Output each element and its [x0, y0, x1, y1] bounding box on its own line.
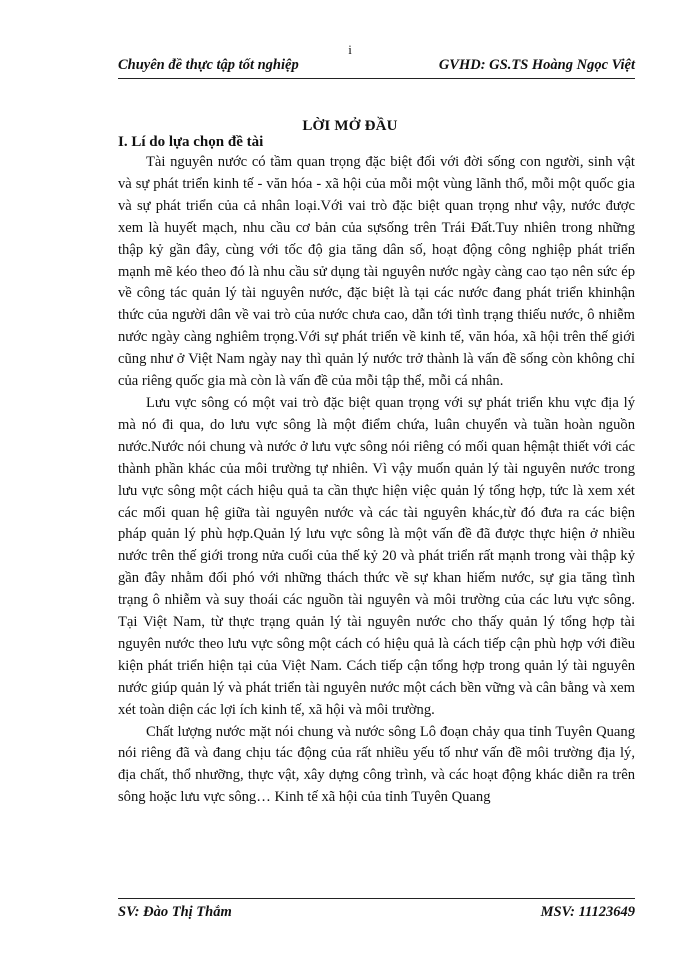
page-number: i — [348, 42, 352, 57]
paragraph-2: Lưu vực sông có một vai trò đặc biệt quan trọng với sự phát triển khu vực địa lý mà nó đi qua, do lưu vực sông là một điểm chứa, luân chuyển và tuần hoàn nguồn nước.Nước nói chung và nước ở lưu vực sông nói riêng có mối quan hệmật thiết với các thành phần khác của môi trường tự nhiên. Vì vậy muốn quản lý tài nguyên nước trong lưu vực sông một cách hiệu quả ta cần thực hiện việc quản lý tổng hợp, tức là xem xét các mối quan hệ giữa tài nguyên nước và các tài nguyên khác,từ đó đưa ra các biện pháp quản lý phù hợp.Quản lý lưu vực sông là một vấn đề đã được thực hiện ở nhiều nước trên thế giới trong nửa cuối của thế kỷ 20 và phát triển rất mạnh trong vài thập kỷ gần đây nhằm đối phó với những thách thức về sự khan hiếm nước, sự gia tăng tình trạng ô nhiễm và suy thoái các nguồn tài nguyên và môi trường của các lưu vực sông. Tại Việt Nam, từ thực trạng quản lý tài nguyên nước cho thấy quản lý tổng hợp tài nguyên nước theo lưu vực sông một cách có hiệu quả là cách tiếp cận phù hợp với điều kiện phát triển hiện tại của Việt Nam. Cách tiếp cận tổng hợp trong quản lý tài nguyên nước giúp quản lý và phát triển tài nguyên nước một cách bền vững và cân bằng và xem xét toàn diện các lợi ích kinh tế, xã hội và môi trường. — [118, 394, 635, 718]
paragraph-3: Chất lượng nước mặt nói chung và nước sông Lô đoạn chảy qua tỉnh Tuyên Quang nói riêng đã và đang chịu tác động của rất nhiều yếu tố như vấn đề môi trường địa lý, địa chất, thổ nhưỡng, thực vật, xây dựng công trình, và các hoạt động khác diễn ra trên sông hoặc lưu vực sông… Kinh tế xã hội của tỉnh Tuyên Quang — [118, 723, 635, 806]
header-document-type: Chuyên đề thực tập tốt nghiệp — [118, 57, 299, 73]
header-advisor: GVHD: GS.TS Hoàng Ngọc Việt — [438, 57, 635, 73]
paragraph-1: Tài nguyên nước có tầm quan trọng đặc biệt đối với đời sống con người, sinh vật và sự phát triển kinh tế - văn hóa - xã hội của mỗi một vùng lãnh thổ, mỗi một quốc gia và sự phát triển của cả nhân loại.Với vai trò đặc biệt quan trọng như vậy, nước được xem là huyết mạch, nhu cầu cơ bản của sựsống trên Trái Đất.Tuy nhiên trong những thập kỷ gần đây, cùng với tốc độ gia tăng dân số, hoạt động công nghiệp phát triển mạnh mẽ kéo theo đó là nhu cầu sử dụng tài nguyên nước ngày càng cao tạo nên sức ép về công tác quản lý tài nguyên nước, đặc biệt là tại các nước đang phát triển khinhận thức của người dân về vai trò của nước chưa cao, dẫn tới tình trạng thiếu nước, ô nhiễm nước ngày càng nghiêm trọng.Với sự phát triển về kinh tế, văn hóa, xã hội trên thế giới cũng như ở Việt Nam ngày nay thì quản lý nước trở thành là vấn đề sống còn không chỉ của riêng quốc gia mà còn là vấn đề của mỗi tập thể, mỗi cá nhân. — [118, 154, 635, 390]
section-heading: I. Lí do lựa chọn đề tài — [118, 134, 264, 150]
page-footer — [118, 898, 635, 923]
footer-student-name: SV: Đào Thị Thắm — [118, 904, 232, 920]
page-header — [118, 56, 635, 79]
document-body — [118, 152, 635, 809]
page-title: LỜI MỞ ĐẦU — [302, 118, 398, 134]
footer-student-id: MSV: 11123649 — [540, 904, 635, 920]
